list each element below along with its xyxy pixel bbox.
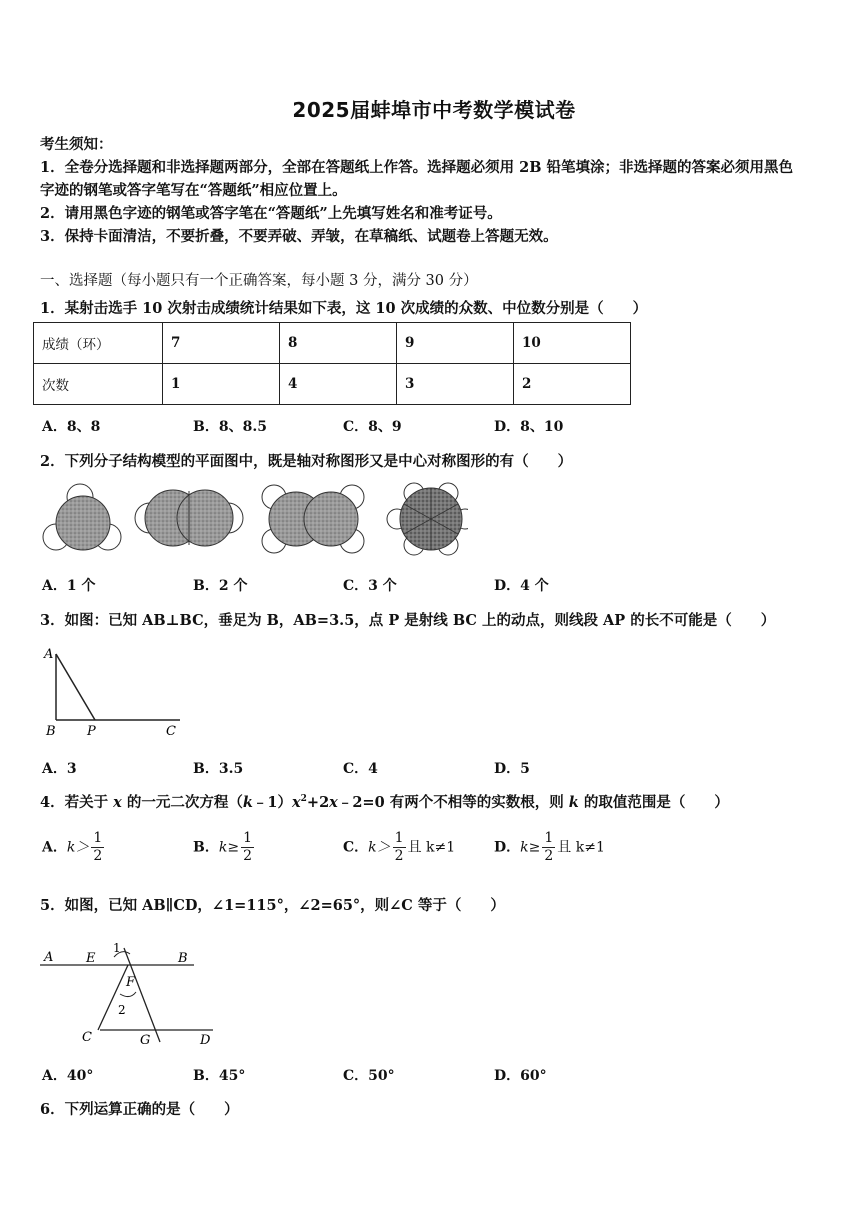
q3-stem: 3．如图：已知 AB⊥BC，垂足为 B，AB=3.5，点 P 是射线 BC 上的动点，则线段 AP 的长不可能是（ ） xyxy=(40,612,776,629)
fraction: $\frac{1}{2}$ xyxy=(93,830,103,864)
q3-option-c[interactable]: C．4 xyxy=(343,761,378,777)
table-cell: 8 xyxy=(280,323,397,364)
q5-option-c[interactable]: C．50° xyxy=(343,1068,395,1084)
table-cell: 2 xyxy=(514,364,631,405)
table-cell: 1 xyxy=(163,364,280,405)
q3-option-d[interactable]: D．5 xyxy=(494,761,530,777)
q1-option-a[interactable]: A．8、8 xyxy=(42,419,101,435)
q3-option-a[interactable]: A．3 xyxy=(42,761,77,777)
table-row xyxy=(34,323,631,364)
label-c: C xyxy=(166,724,176,739)
label-p: P xyxy=(87,724,96,739)
molecule-4 xyxy=(387,483,468,555)
table-cell: 4 xyxy=(280,364,397,405)
q2-stem: 2．下列分子结构模型的平面图中，既是轴对称图形又是中心对称图形的有（ ） xyxy=(40,453,573,470)
notice-item-1a: 1．全卷分选择题和非选择题两部分，全部在答题纸上作答。选择题必须用 2B 铅笔填涂；非选择题的答案必须用黑色 xyxy=(40,159,794,176)
table-row xyxy=(34,364,631,405)
q2-molecule-figures xyxy=(38,480,468,560)
q3-figure xyxy=(40,640,200,740)
q5-option-a[interactable]: A．40° xyxy=(42,1068,94,1084)
label-c: C xyxy=(82,1030,92,1045)
molecule-1 xyxy=(43,484,121,550)
section-heading: 一、选择题（每小题只有一个正确答案，每小题 3 分，满分 30 分） xyxy=(40,273,478,289)
notice-heading: 考生须知： xyxy=(40,136,113,153)
q2-option-c[interactable]: C．3 个 xyxy=(343,578,397,594)
q4-option-d[interactable]: D．k≥ $\frac{1}{2}$ 且 k≠1 xyxy=(494,830,605,864)
fraction: $\frac{1}{2}$ xyxy=(394,830,404,864)
table-cell: 9 xyxy=(397,323,514,364)
label-b: B xyxy=(178,951,188,966)
q1-option-c[interactable]: C．8、9 xyxy=(343,419,402,435)
q5-option-d[interactable]: D．60° xyxy=(494,1068,547,1084)
q5-option-b[interactable]: B．45° xyxy=(193,1068,246,1084)
label-b: B xyxy=(46,724,56,739)
q5-stem: 5．如图，已知 AB∥CD，∠1=115°，∠2=65°，则∠C 等于（ ） xyxy=(40,897,505,914)
label-a: A xyxy=(44,647,54,662)
label-d: D xyxy=(200,1033,211,1048)
notice-item-3: 3．保持卡面清洁，不要折叠，不要弄破、弄皱，在草稿纸、试题卷上答题无效。 xyxy=(40,228,558,245)
notice-item-2: 2．请用黑色字迹的钢笔或答字笔在“答题纸”上先填写姓名和准考证号。 xyxy=(40,205,502,222)
q1-option-b[interactable]: B．8、8.5 xyxy=(193,419,267,435)
q1-score-table xyxy=(33,322,631,405)
notice-item-1b: 字迹的钢笔或答字笔写在“答题纸”相应位置上。 xyxy=(40,182,347,199)
table-cell: 成绩（环） xyxy=(34,323,163,364)
fraction: $\frac{1}{2}$ xyxy=(243,830,252,864)
q1-stem: 1．某射击选手 10 次射击成绩统计结果如下表，这 10 次成绩的众数、中位数分别是（ ） xyxy=(40,300,648,317)
q2-option-d[interactable]: D．4 个 xyxy=(494,578,549,594)
angle-1-label: 1 xyxy=(113,941,121,955)
q4-stem: 4．若关于 x 的一元二次方程$(k﹣1)x^2+2x﹣2=0$ 有两个不相等的实数根，则 k 的取值范围是（ ） xyxy=(40,794,729,811)
q4-option-b[interactable]: B．k≥ $\frac{1}{2}$ xyxy=(193,830,252,864)
angle-2-label: 2 xyxy=(118,1003,126,1017)
label-g: G xyxy=(140,1033,151,1048)
fraction: $\frac{1}{2}$ xyxy=(544,830,554,864)
table-cell: 7 xyxy=(163,323,280,364)
table-cell: 次数 xyxy=(34,364,163,405)
page-title: 2025届蚌埠市中考数学模试卷 xyxy=(292,98,576,122)
table-cell: 3 xyxy=(397,364,514,405)
q4-option-c[interactable]: C．k＞ $\frac{1}{2}$ 且 k≠1 xyxy=(343,830,456,864)
q2-option-a[interactable]: A．1 个 xyxy=(42,578,96,594)
molecule-3 xyxy=(262,485,364,553)
molecule-2 xyxy=(135,490,243,546)
q3-option-b[interactable]: B．3.5 xyxy=(193,761,244,777)
q5-figure xyxy=(38,930,228,1050)
q6-stem: 6．下列运算正确的是（ ） xyxy=(40,1101,239,1118)
q2-option-b[interactable]: B．2 个 xyxy=(193,578,248,594)
q1-option-d[interactable]: D．8、10 xyxy=(494,419,564,435)
table-cell: 10 xyxy=(514,323,631,364)
label-f: F xyxy=(126,975,136,990)
label-a: A xyxy=(44,950,54,965)
label-e: E xyxy=(86,951,96,966)
q4-option-a[interactable]: A．k＞ $\frac{1}{2}$ xyxy=(42,830,103,864)
